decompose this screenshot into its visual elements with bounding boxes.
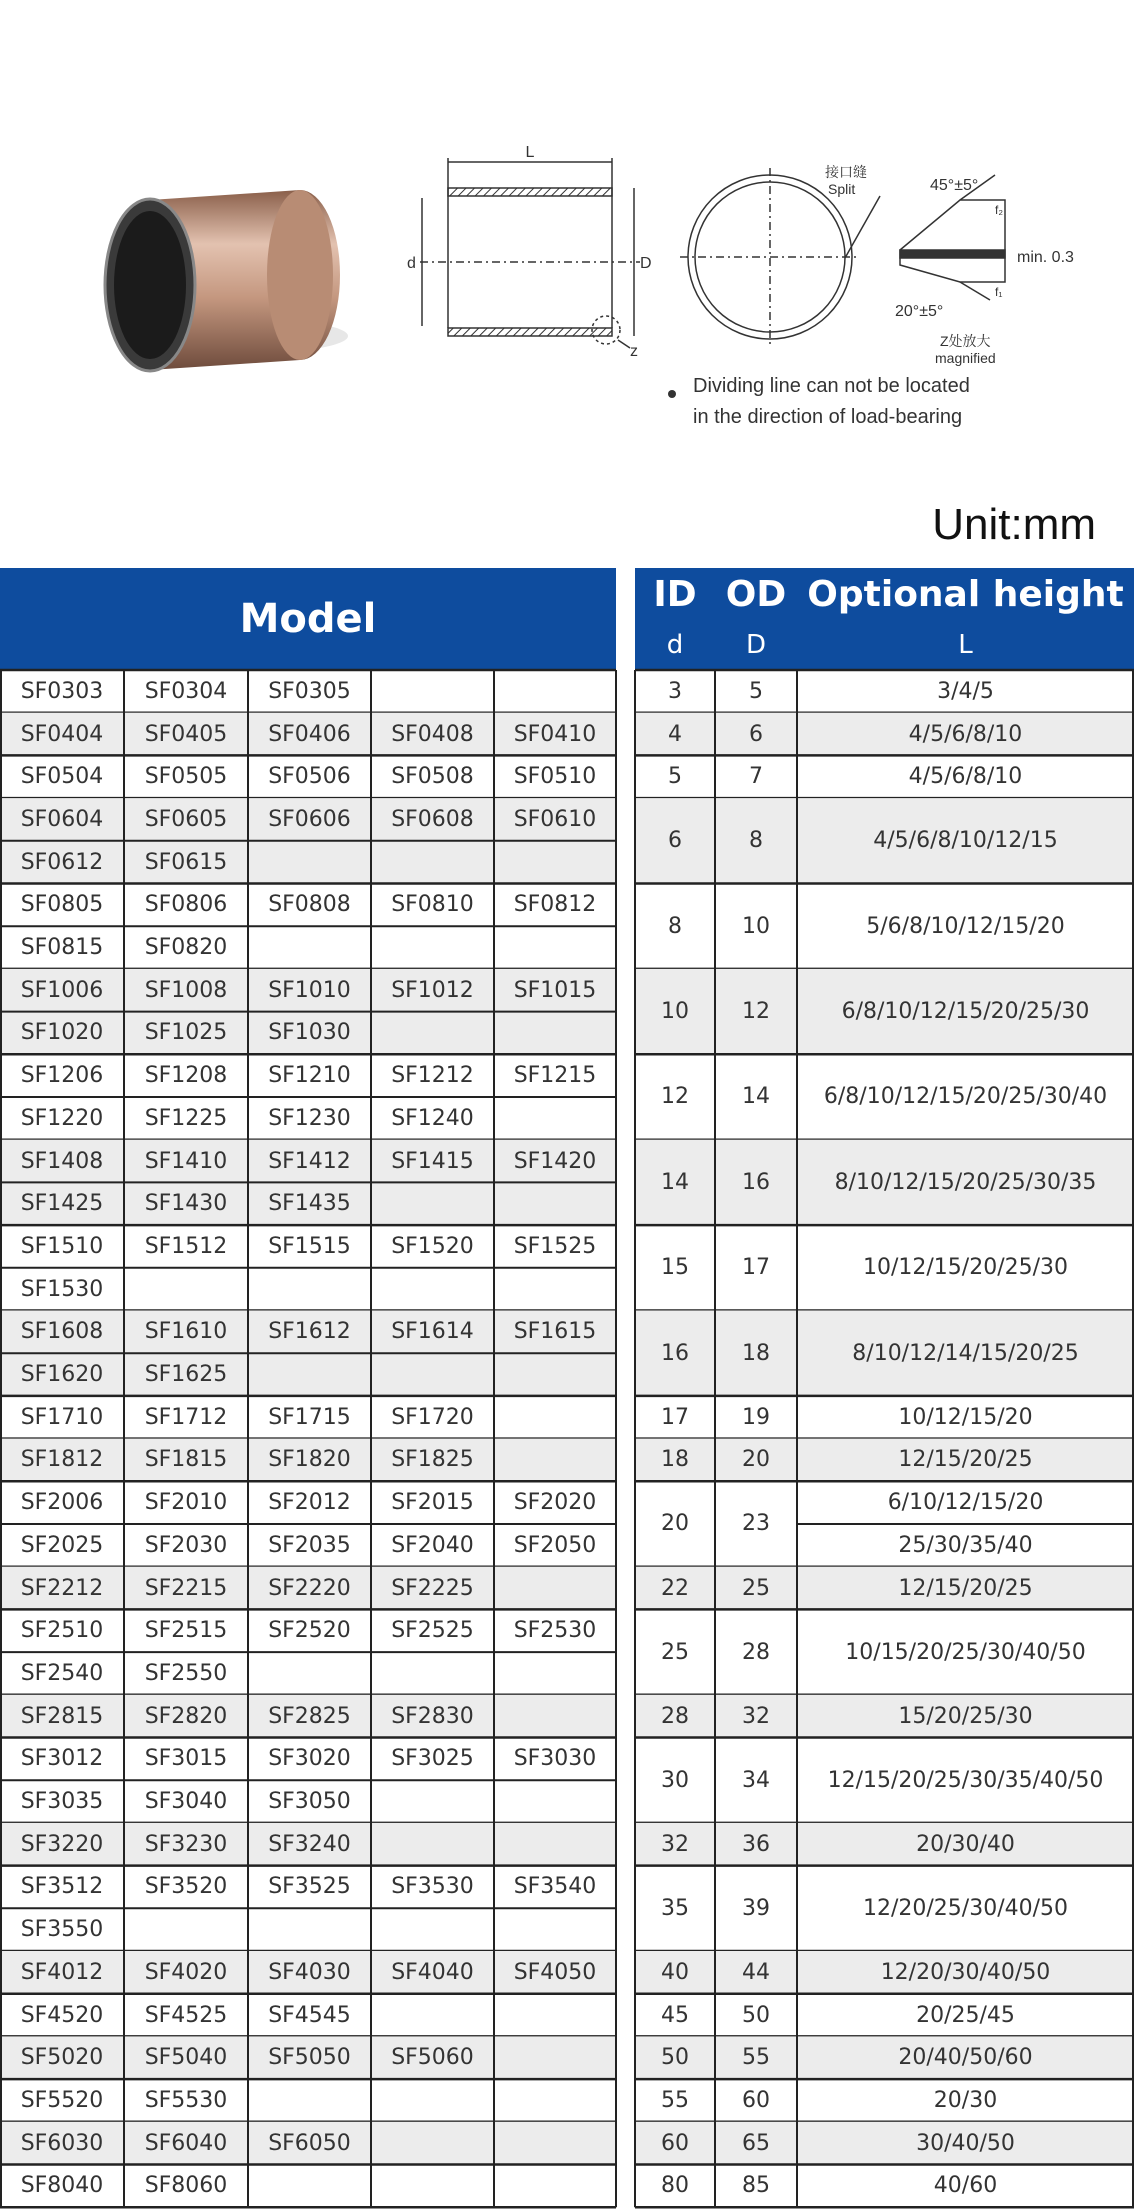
- model-cell: SF1006: [20, 977, 104, 1003]
- magnified-cn-label: Z处放大: [940, 333, 991, 349]
- inner-diameter-cell: 8: [668, 913, 682, 939]
- height-options-cell: 10/15/20/25/30/40/50: [845, 1639, 1086, 1665]
- height-options-cell: 8/10/12/14/15/20/25: [852, 1340, 1079, 1366]
- model-cell: SF1612: [268, 1319, 351, 1345]
- model-cell: SF1825: [391, 1447, 474, 1473]
- height-options-cell: 12/20/25/30/40/50: [862, 1895, 1069, 1921]
- inner-diameter-cell: 40: [661, 1959, 689, 1985]
- spec-table: [0, 568, 1134, 2211]
- inner-diameter-cell: 20: [661, 1511, 689, 1537]
- model-cell: SF1435: [268, 1191, 351, 1217]
- height-options-cell: 6/8/10/12/15/20/25/30/40: [823, 1084, 1108, 1110]
- angle-top-label: 45°±5°: [930, 177, 979, 194]
- outer-diameter-cell: 5: [749, 678, 763, 704]
- model-cell: [371, 2122, 494, 2165]
- height-options-cell: 10/12/15/20/25/30: [862, 1255, 1069, 1281]
- model-cell: [494, 841, 616, 884]
- model-cell: SF0404: [20, 721, 104, 747]
- model-cell: SF3240: [268, 1831, 351, 1857]
- inner-diameter-cell: 17: [661, 1404, 689, 1430]
- inner-diameter-cell: 12: [661, 1084, 689, 1110]
- model-cell: SF3030: [513, 1746, 597, 1772]
- magnified-en-label: magnified: [935, 350, 996, 366]
- model-cell: [371, 1780, 494, 1823]
- model-cell: [494, 2036, 616, 2079]
- model-cell: SF2015: [391, 1490, 474, 1516]
- model-cell: [494, 1695, 616, 1738]
- model-cell: SF0408: [391, 721, 474, 747]
- split-en-label: Split: [828, 181, 856, 197]
- height-options-cell: 20/40/50/60: [898, 2045, 1033, 2071]
- model-cell: SF2510: [20, 1618, 104, 1644]
- model-cell: [248, 1268, 371, 1311]
- outer-diameter-cell: 85: [742, 2173, 770, 2199]
- model-cell: SF1012: [391, 977, 474, 1003]
- model-cell: SF2212: [20, 1575, 104, 1601]
- model-cell: SF3520: [144, 1874, 228, 1900]
- model-cell: SF2540: [20, 1660, 104, 1686]
- model-cell: SF2830: [391, 1703, 474, 1729]
- model-cell: [371, 2165, 494, 2208]
- model-cell: SF3512: [20, 1874, 104, 1900]
- model-cell: SF1520: [391, 1233, 474, 1259]
- model-cell: SF0604: [20, 806, 104, 832]
- model-cell: [371, 670, 494, 713]
- model-cell: SF1230: [268, 1105, 351, 1131]
- inner-diameter-cell: 28: [661, 1703, 689, 1729]
- outer-diameter-cell: 25: [742, 1575, 770, 1601]
- model-cell: SF4525: [144, 2002, 228, 2028]
- inner-diameter-cell: 14: [661, 1169, 689, 1195]
- model-cell: [124, 1268, 248, 1311]
- model-cell: [494, 2122, 616, 2165]
- model-cell: SF1430: [144, 1191, 228, 1217]
- inner-diameter-cell: 60: [661, 2130, 689, 2156]
- model-cell: SF1712: [144, 1404, 228, 1430]
- height-options-cell: 30/40/50: [916, 2130, 1015, 2156]
- model-cell: SF1225: [144, 1105, 228, 1131]
- model-cell: [494, 1908, 616, 1951]
- model-cell: SF1525: [513, 1233, 597, 1259]
- model-cell: SF3525: [268, 1874, 351, 1900]
- inner-diameter-cell: 5: [668, 764, 682, 790]
- inner-diameter-cell: 35: [661, 1895, 689, 1921]
- model-cell: SF8060: [144, 2173, 228, 2199]
- model-cell: SF0304: [144, 678, 228, 704]
- inner-diameter-cell: 16: [661, 1340, 689, 1366]
- model-cell: SF1020: [20, 1020, 104, 1046]
- model-cell: SF0615: [144, 849, 228, 875]
- model-cell: [248, 1908, 371, 1951]
- model-cell: SF3530: [391, 1874, 474, 1900]
- dim-D-label: D: [640, 255, 652, 272]
- height-options-cell: 40/60: [933, 2173, 998, 2199]
- model-cell: [371, 1012, 494, 1055]
- model-cell: SF1008: [144, 977, 228, 1003]
- model-cell: SF1620: [20, 1362, 104, 1388]
- note-line-1: Dividing line can not be located: [693, 375, 970, 397]
- model-cell: [494, 1353, 616, 1396]
- height-options-cell: 12/15/20/25: [898, 1447, 1033, 1473]
- inner-diameter-cell: 18: [661, 1447, 689, 1473]
- model-cell: SF1815: [144, 1447, 228, 1473]
- height-options-cell: 4/5/6/8/10/12/15: [873, 828, 1058, 854]
- model-cell: [494, 1823, 616, 1866]
- height-options-cell: 12/15/20/25: [898, 1575, 1033, 1601]
- f1-label: f₁: [995, 285, 1003, 299]
- model-cell: SF3230: [144, 1831, 228, 1857]
- model-cell: [371, 1994, 494, 2037]
- model-cell: SF5060: [391, 2045, 474, 2071]
- model-cell: SF1425: [20, 1191, 104, 1217]
- model-cell: SF2215: [144, 1575, 228, 1601]
- model-cell: [371, 1268, 494, 1311]
- outer-diameter-cell: 36: [742, 1831, 770, 1857]
- model-cell: [371, 926, 494, 969]
- header-id: ID: [635, 568, 715, 620]
- header-id-sub: d: [635, 620, 715, 670]
- model-cell: SF2815: [20, 1703, 104, 1729]
- height-options-cell: 20/25/45: [916, 2002, 1015, 2028]
- model-cell: [494, 1097, 616, 1140]
- outer-diameter-cell: 6: [749, 721, 763, 747]
- model-cell: SF0605: [144, 806, 228, 832]
- model-cell: SF2820: [144, 1703, 228, 1729]
- model-cell: SF3550: [20, 1917, 104, 1943]
- model-cell: SF4020: [144, 1959, 228, 1985]
- model-cell: SF2010: [144, 1490, 228, 1516]
- height-options-cell: 4/5/6/8/10: [908, 764, 1023, 790]
- model-cell: [248, 1353, 371, 1396]
- model-cell: SF0406: [268, 721, 351, 747]
- note-bullet: [668, 390, 676, 398]
- outer-diameter-cell: 19: [742, 1404, 770, 1430]
- model-cell: SF2825: [268, 1703, 351, 1729]
- model-cell: [494, 1994, 616, 2037]
- height-options-cell: 12/20/30/40/50: [880, 1959, 1051, 1985]
- height-options-cell: 5/6/8/10/12/15/20: [866, 913, 1065, 939]
- model-cell: SF2530: [513, 1618, 597, 1644]
- model-cell: SF1210: [268, 1063, 351, 1089]
- model-cell: SF2220: [268, 1575, 351, 1601]
- model-cell: SF1025: [144, 1020, 228, 1046]
- model-cell: SF5050: [268, 2045, 351, 2071]
- outer-diameter-cell: 60: [742, 2087, 770, 2113]
- model-cell: [248, 926, 371, 969]
- model-cell: SF3012: [20, 1746, 104, 1772]
- model-cell: SF0808: [268, 892, 351, 918]
- model-cell: [124, 1908, 248, 1951]
- model-cell: SF0806: [144, 892, 228, 918]
- model-cell: SF0505: [144, 764, 228, 790]
- min-thickness-label: min. 0.3: [1017, 249, 1074, 266]
- f2-label: f₂: [995, 203, 1003, 217]
- height-options-cell: 20/30/40: [916, 1831, 1015, 1857]
- model-cell: [371, 1652, 494, 1695]
- model-cell: SF2020: [513, 1490, 597, 1516]
- model-cell: [494, 1268, 616, 1311]
- model-cell: [494, 1567, 616, 1610]
- model-cell: SF3220: [20, 1831, 104, 1857]
- model-cell: SF1206: [20, 1063, 104, 1089]
- model-cell: SF6040: [144, 2130, 228, 2156]
- outer-diameter-cell: 28: [742, 1639, 770, 1665]
- outer-diameter-cell: 39: [742, 1895, 770, 1921]
- header-height-sub: L: [797, 620, 1134, 670]
- inner-diameter-cell: 80: [661, 2173, 689, 2199]
- model-cell: [494, 1012, 616, 1055]
- model-cell: SF1625: [144, 1362, 228, 1388]
- height-options-cell: 10/12/15/20: [898, 1404, 1033, 1430]
- model-cell: SF3040: [144, 1789, 228, 1815]
- model-cell: SF5520: [20, 2087, 104, 2113]
- model-cell: SF1420: [513, 1148, 597, 1174]
- model-cell: SF1710: [20, 1404, 104, 1430]
- model-cell: [371, 841, 494, 884]
- inner-diameter-cell: 3: [668, 678, 682, 704]
- model-cell: SF4030: [268, 1959, 351, 1985]
- model-cell: [494, 2165, 616, 2208]
- angle-bottom-label: 20°±5°: [895, 303, 944, 320]
- model-cell: SF3020: [268, 1746, 351, 1772]
- model-cell: SF3015: [144, 1746, 228, 1772]
- model-cell: SF2525: [391, 1618, 474, 1644]
- model-cell: SF5040: [144, 2045, 228, 2071]
- outer-diameter-cell: 32: [742, 1703, 770, 1729]
- inner-diameter-cell: 25: [661, 1639, 689, 1665]
- model-cell: SF0805: [20, 892, 104, 918]
- model-cell: SF1415: [391, 1148, 474, 1174]
- model-cell: SF1010: [268, 977, 351, 1003]
- height-options-cell: 25/30/35/40: [898, 1532, 1033, 1558]
- model-cell: SF1030: [268, 1020, 351, 1046]
- model-cell: SF1614: [391, 1319, 474, 1345]
- model-cell: SF1410: [144, 1148, 228, 1174]
- model-cell: SF4050: [513, 1959, 597, 1985]
- model-cell: SF0815: [20, 935, 104, 961]
- model-cell: SF0606: [268, 806, 351, 832]
- height-options-cell: 15/20/25/30: [898, 1703, 1033, 1729]
- model-cell: SF6050: [268, 2130, 351, 2156]
- outer-diameter-cell: 10: [742, 913, 770, 939]
- outer-diameter-cell: 65: [742, 2130, 770, 2156]
- model-cell: [494, 1652, 616, 1695]
- header-optional-height: Optional height: [797, 568, 1134, 620]
- height-options-cell: 20/30: [933, 2087, 998, 2113]
- height-options-cell: 6/10/12/15/20: [887, 1490, 1044, 1516]
- outer-diameter-cell: 12: [742, 999, 770, 1025]
- model-cell: SF0610: [513, 806, 597, 832]
- inner-diameter-cell: 32: [661, 1831, 689, 1857]
- height-options-cell: 12/15/20/25/30/35/40/50: [827, 1767, 1104, 1793]
- model-cell: SF2225: [391, 1575, 474, 1601]
- model-cell: SF0612: [20, 849, 104, 875]
- model-cell: SF1208: [144, 1063, 228, 1089]
- model-cell: [494, 670, 616, 713]
- model-cell: SF2520: [268, 1618, 351, 1644]
- model-cell: [494, 1396, 616, 1439]
- outer-diameter-cell: 18: [742, 1340, 770, 1366]
- header-model: Model: [0, 568, 616, 670]
- model-cell: [494, 926, 616, 969]
- model-cell: SF0305: [268, 678, 351, 704]
- split-cn-label: 接口缝: [825, 164, 867, 180]
- inner-diameter-cell: 4: [668, 721, 682, 747]
- header-od: OD: [715, 568, 797, 620]
- model-cell: SF0508: [391, 764, 474, 790]
- model-cell: SF1715: [268, 1404, 351, 1430]
- model-cell: [371, 1908, 494, 1951]
- model-cell: SF1015: [513, 977, 597, 1003]
- model-cell: SF0510: [513, 764, 597, 790]
- outer-diameter-cell: 23: [742, 1511, 770, 1537]
- height-options-cell: 8/10/12/15/20/25/30/35: [834, 1169, 1097, 1195]
- model-cell: SF1720: [391, 1404, 474, 1430]
- outer-diameter-cell: 16: [742, 1169, 770, 1195]
- model-cell: SF3035: [20, 1789, 104, 1815]
- model-cell: SF0810: [391, 892, 474, 918]
- inner-diameter-cell: 6: [668, 828, 682, 854]
- model-cell: SF2550: [144, 1660, 228, 1686]
- model-cell: SF2040: [391, 1532, 474, 1558]
- dim-d-label: d: [407, 255, 416, 272]
- unit-label: Unit:mm: [932, 500, 1096, 549]
- bushing-product-image: [105, 190, 348, 371]
- model-cell: SF2515: [144, 1618, 228, 1644]
- model-cell: SF1530: [20, 1276, 104, 1302]
- section-view: [420, 158, 640, 348]
- model-cell: SF2035: [268, 1532, 351, 1558]
- model-cell: [371, 1353, 494, 1396]
- model-cell: SF0820: [144, 935, 228, 961]
- model-cell: SF1510: [20, 1233, 104, 1259]
- model-cell: SF1408: [20, 1148, 104, 1174]
- inner-diameter-cell: 50: [661, 2045, 689, 2071]
- model-cell: SF3025: [391, 1746, 474, 1772]
- model-cell: SF1610: [144, 1319, 228, 1345]
- dim-L-label: L: [525, 144, 535, 161]
- model-cell: [494, 1439, 616, 1482]
- model-cell: SF1608: [20, 1319, 104, 1345]
- model-cell: SF0812: [513, 892, 597, 918]
- model-cell: SF2030: [144, 1532, 228, 1558]
- outer-diameter-cell: 7: [749, 764, 763, 790]
- model-cell: SF4040: [391, 1959, 474, 1985]
- bushing-diagram-area: [0, 0, 1134, 470]
- model-cell: [494, 2079, 616, 2122]
- outer-diameter-cell: 14: [742, 1084, 770, 1110]
- inner-diameter-cell: 10: [661, 999, 689, 1025]
- model-cell: SF1615: [513, 1319, 597, 1345]
- model-cell: SF1240: [391, 1105, 474, 1131]
- model-cell: SF5020: [20, 2045, 104, 2071]
- outer-diameter-cell: 55: [742, 2045, 770, 2071]
- inner-diameter-cell: 22: [661, 1575, 689, 1601]
- model-cell: SF3050: [268, 1789, 351, 1815]
- dim-z-label: z: [630, 343, 638, 360]
- outer-diameter-cell: 17: [742, 1255, 770, 1281]
- outer-diameter-cell: 44: [742, 1959, 770, 1985]
- model-cell: SF2050: [513, 1532, 597, 1558]
- model-cell: SF0504: [20, 764, 104, 790]
- model-cell: SF0410: [513, 721, 597, 747]
- model-cell: [494, 1780, 616, 1823]
- model-cell: SF1412: [268, 1148, 351, 1174]
- model-cell: SF1820: [268, 1447, 351, 1473]
- model-cell: SF1512: [144, 1233, 228, 1259]
- bushing-drawing: [0, 0, 1134, 470]
- model-cell: [371, 2079, 494, 2122]
- height-options-cell: 6/8/10/12/15/20/25/30: [841, 999, 1090, 1025]
- height-options-cell: 3/4/5: [937, 678, 994, 704]
- model-cell: SF2012: [268, 1490, 351, 1516]
- model-cell: [371, 1823, 494, 1866]
- note-line-2: in the direction of load-bearing: [693, 406, 963, 428]
- model-cell: [248, 841, 371, 884]
- model-cell: SF0303: [20, 678, 104, 704]
- model-cell: SF5530: [144, 2087, 228, 2113]
- model-cell: SF1515: [268, 1233, 351, 1259]
- outer-diameter-cell: 50: [742, 2002, 770, 2028]
- model-cell: [371, 1182, 494, 1225]
- model-cell: [248, 2165, 371, 2208]
- model-cell: SF1220: [20, 1105, 104, 1131]
- model-cell: SF4545: [268, 2002, 351, 2028]
- model-cell: SF0608: [391, 806, 474, 832]
- inner-diameter-cell: 15: [661, 1255, 689, 1281]
- model-cell: SF2006: [20, 1490, 104, 1516]
- model-cell: SF3540: [513, 1874, 597, 1900]
- inner-diameter-cell: 45: [661, 2002, 689, 2028]
- model-cell: SF8040: [20, 2173, 104, 2199]
- inner-diameter-cell: 55: [661, 2087, 689, 2113]
- model-cell: SF0405: [144, 721, 228, 747]
- outer-diameter-cell: 20: [742, 1447, 770, 1473]
- outer-diameter-cell: 34: [742, 1767, 770, 1793]
- model-cell: [494, 1182, 616, 1225]
- model-cell: [248, 1652, 371, 1695]
- model-cell: SF2025: [20, 1532, 104, 1558]
- model-cell: SF6030: [20, 2130, 104, 2156]
- model-cell: SF4012: [20, 1959, 104, 1985]
- inner-diameter-cell: 30: [661, 1767, 689, 1793]
- model-cell: SF1812: [20, 1447, 104, 1473]
- outer-diameter-cell: 8: [749, 828, 763, 854]
- height-options-cell: 4/5/6/8/10: [908, 721, 1023, 747]
- header-od-sub: D: [715, 620, 797, 670]
- model-cell: SF0506: [268, 764, 351, 790]
- model-cell: SF1212: [391, 1063, 474, 1089]
- model-cell: SF1215: [513, 1063, 597, 1089]
- model-cell: SF4520: [20, 2002, 104, 2028]
- model-cell: [248, 2079, 371, 2122]
